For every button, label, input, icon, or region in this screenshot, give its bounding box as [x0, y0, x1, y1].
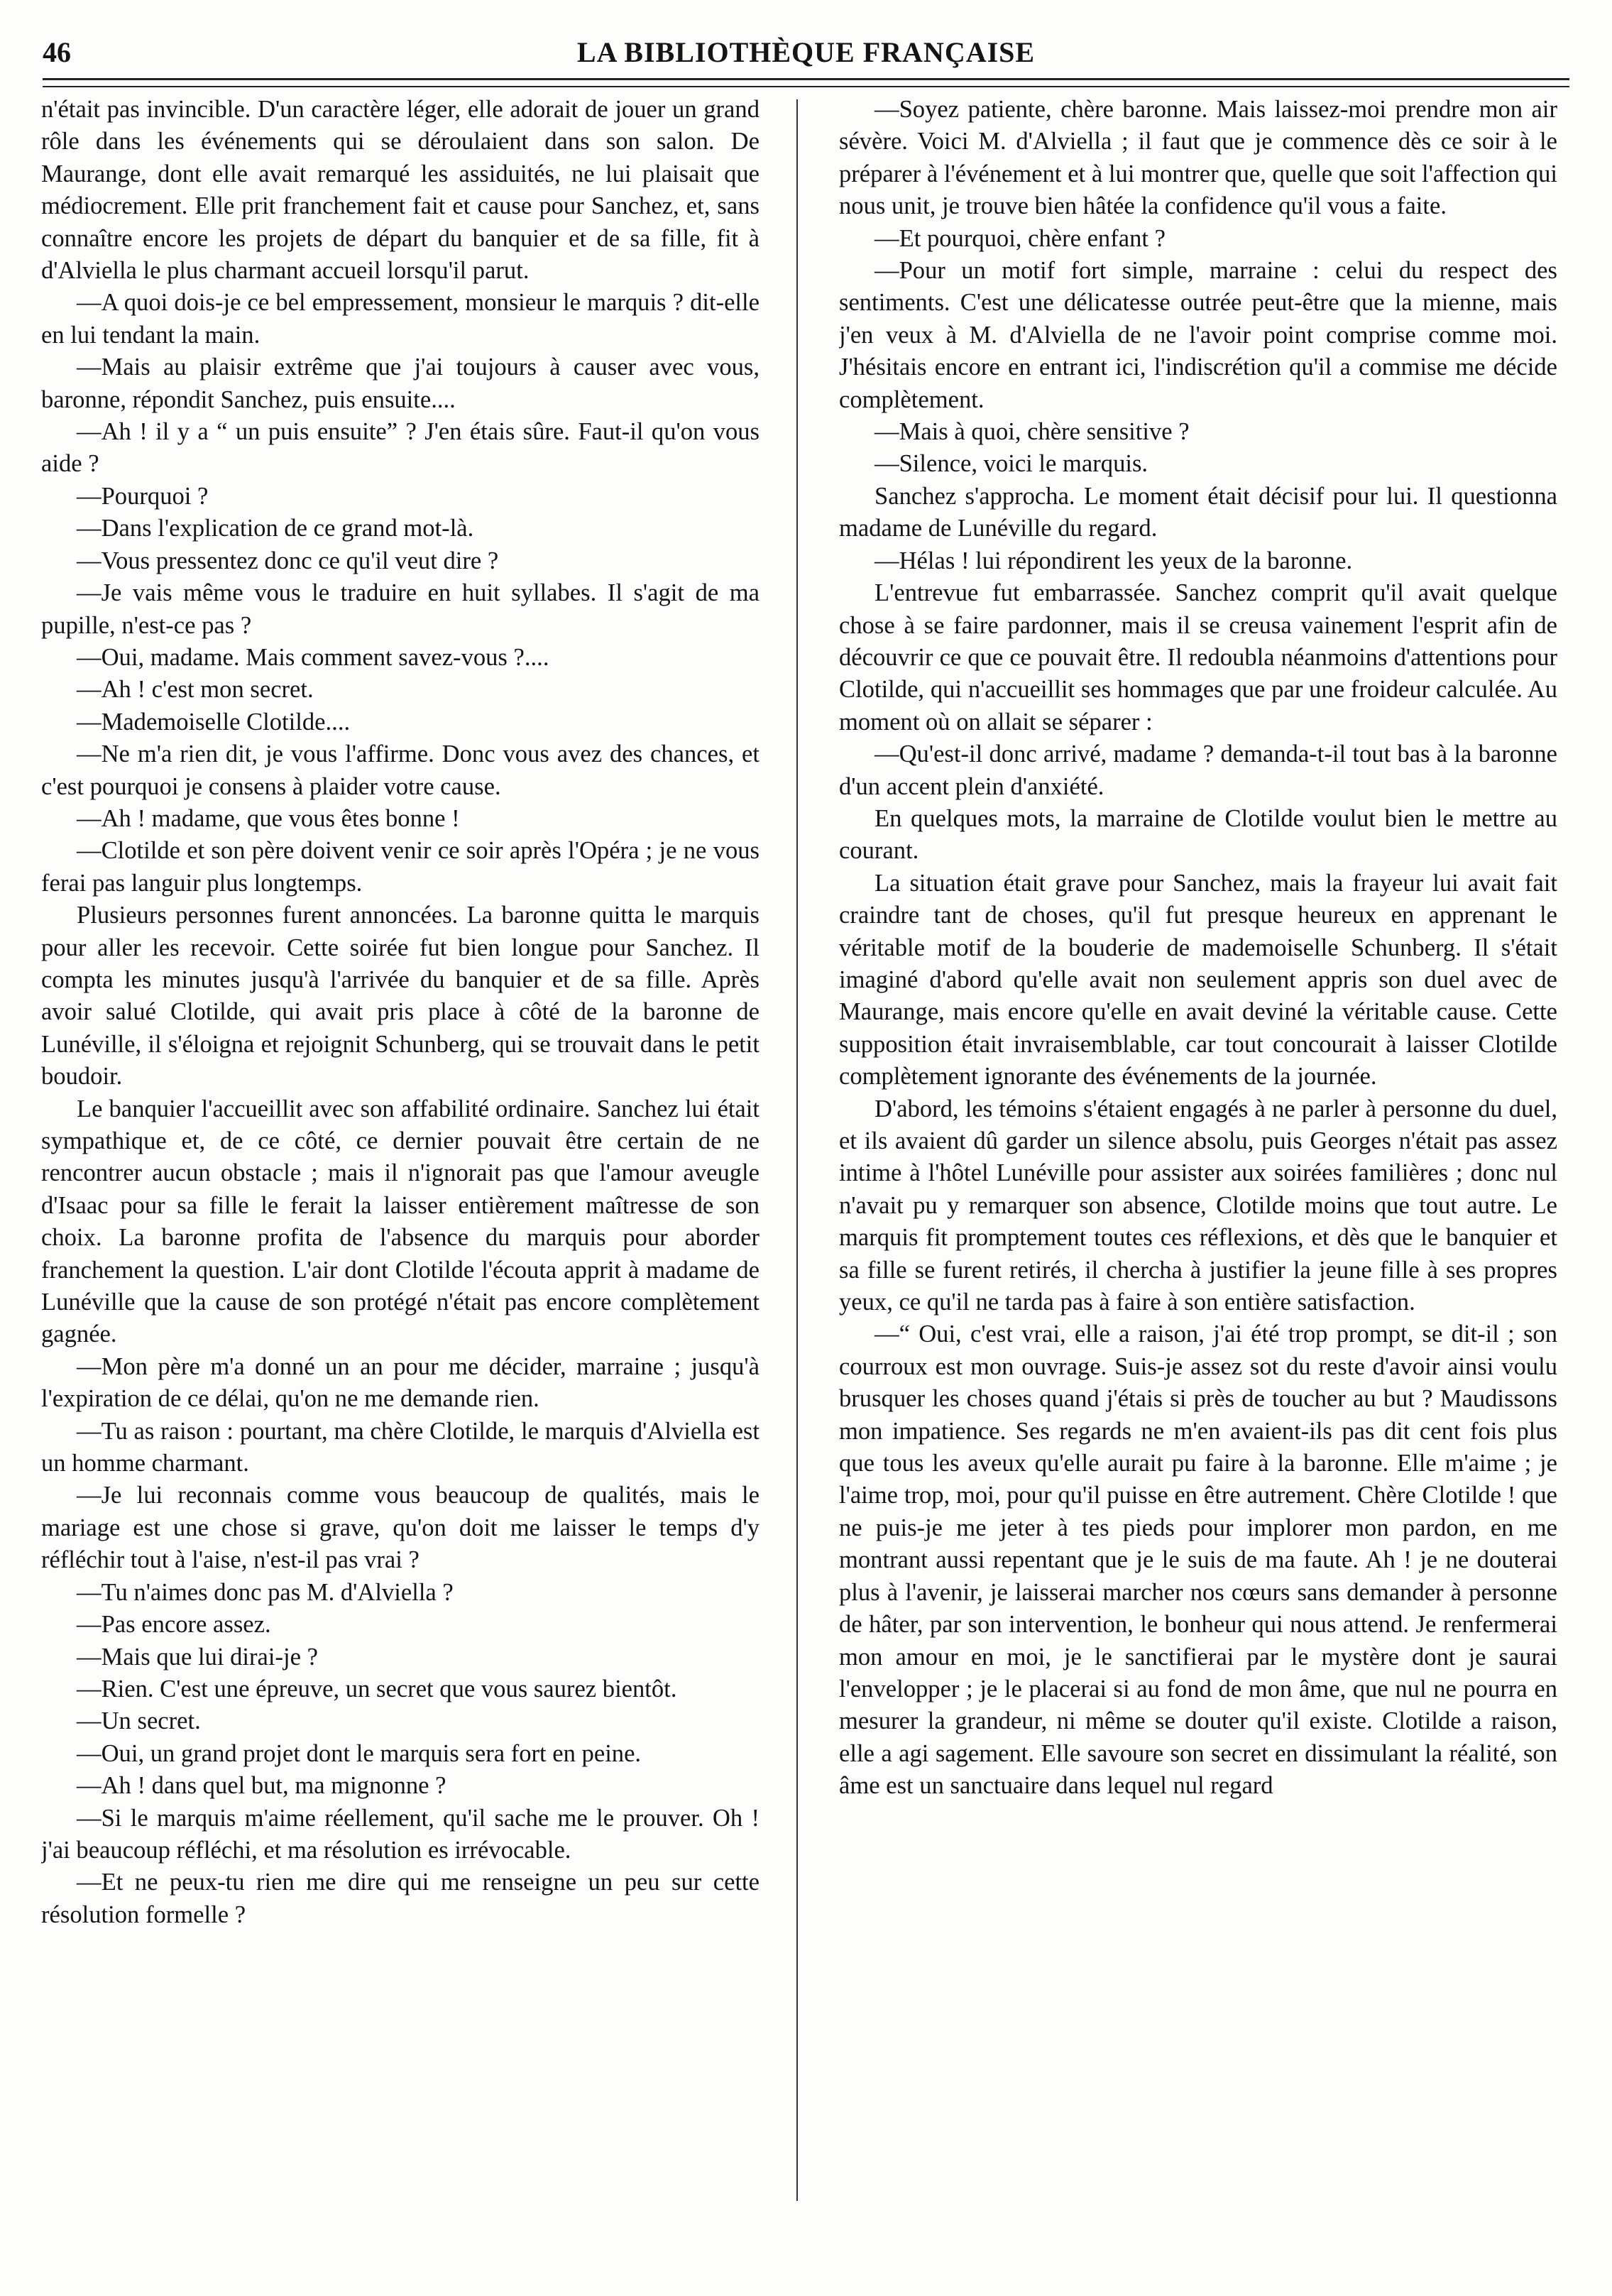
- paragraph: —Tu n'aimes donc pas M. d'Alviella ?: [77, 1578, 454, 1606]
- paragraph: —Ah ! dans quel but, ma mignonne ?: [77, 1772, 446, 1800]
- paragraph: —Oui, un grand projet dont le marquis sera fort en peine.: [77, 1739, 642, 1767]
- paragraph: —Et ne peux-tu rien me dire qui me renseigne un peu sur cette résolution formelle ?: [41, 1869, 760, 1928]
- paragraph: Sanchez s'approcha. Le moment était décisif pour lui. Il questionna madame de Lunéville du regard.: [839, 482, 1557, 542]
- paragraph: —Je vais même vous le traduire en huit syllabes. Il s'agit de ma pupille, n'est-ce pas ?: [41, 579, 760, 639]
- paragraph: —Hélas ! lui répondirent les yeux de la baronne.: [874, 547, 1353, 574]
- paragraph: —Tu as raison : pourtant, ma chère Clotilde, le marquis d'Alviella est un homme charmant.: [41, 1417, 760, 1477]
- paragraph: —A quoi dois-je ce bel empressement, monsieur le marquis ? dit-elle en lui tendant la main.: [41, 289, 760, 349]
- paragraph: —Ah ! madame, que vous êtes bonne !: [77, 804, 460, 832]
- paragraph: —Soyez patiente, chère baronne. Mais laissez-moi prendre mon air sévère. Voici M. d'Alviella ; il faut que je commence dès ce soir à le préparer à l'événement et à lui montrer que, quelle que soit l'affection qui nous unit, je trouve bien hâtée la confidence qu'il vous a faite.: [839, 96, 1557, 220]
- paragraph: —Je lui reconnais comme vous beaucoup de qualités, mais le mariage est une chose si grave, qu'on doit me laisser le temps d'y réfléchir tout à l'aise, n'est-il pas vrai ?: [41, 1482, 760, 1574]
- paragraph: —Vous pressentez donc ce qu'il veut dire ?: [77, 547, 499, 574]
- paragraph: —Un secret.: [77, 1707, 201, 1735]
- running-title: LA BIBLIOTHÈQUE FRANÇAISE: [576, 36, 1036, 68]
- paragraph: —Silence, voici le marquis.: [874, 450, 1148, 478]
- paragraph: —Mais à quoi, chère sensitive ?: [874, 418, 1190, 446]
- paragraph: En quelques mots, la marraine de Clotilde voulut bien le mettre au courant.: [839, 804, 1557, 865]
- paragraph: —Et pourquoi, chère enfant ?: [874, 224, 1166, 252]
- page-header: [43, 35, 1569, 78]
- right-text-column: [839, 94, 1557, 2252]
- paragraph: —Ah ! il y a “ un puis ensuite” ? J'en étais sûre. Faut-il qu'on vous aide ?: [41, 418, 760, 478]
- paragraph: —Pas encore assez.: [77, 1611, 271, 1639]
- left-text-column: [41, 94, 760, 2252]
- header-rule: [43, 78, 1569, 80]
- paragraph: La situation était grave pour Sanchez, mais la frayeur lui avait fait craindre tant de choses, qu'il fut presque heureux en apprenant le véritable motif de la bouderie de mademoiselle Schunberg. Il s'était imaginé d'abord qu'elle avait non seulement appris son duel avec de Maurange, mais encore qu'elle en avait deviné la véritable cause. Cette supposition était invraisemblable, car tout concourait à laisser Clotilde complètement ignorante des événements de la journée.: [839, 869, 1557, 1090]
- paragraph: —Ne m'a rien dit, je vous l'affirme. Donc vous avez des chances, et c'est pourquoi je consens à plaider votre cause.: [41, 740, 760, 800]
- paragraph: —Pour un motif fort simple, marraine : celui du respect des sentiments. C'est une délicatesse outrée peut-être que la mienne, mais j'en veux à M. d'Alviella de ne l'avoir point comprise comme moi. J'hésitais encore en entrant ici, l'indiscrétion qu'il a commise me décide complètement.: [839, 257, 1557, 413]
- page-number: 46: [43, 36, 71, 68]
- paragraph: —Mais au plaisir extrême que j'ai toujours à causer avec vous, baronne, répondit Sanchez, puis ensuite....: [41, 354, 760, 413]
- paragraph: L'entrevue fut embarrassée. Sanchez comprit qu'il avait quelque chose à se faire pardonner, mais il se creusa vainement l'esprit afin de découvrir ce que ce pouvait être. Il redoubla néanmoins d'attentions pour Clotilde, qui n'accueillit ses hommages que par une froideur calculée. Au moment où on allait se séparer :: [839, 579, 1557, 736]
- paragraph: Plusieurs personnes furent annoncées. La baronne quitta le marquis pour aller les recevoir. Cette soirée fut bien longue pour Sanchez. Il compta les minutes jusqu'à l'arrivée du banquier et de sa fille. Après avoir salué Clotilde, qui avait pris place à côté de la baronne de Lunéville, il s'éloigna et rejoignit Schunberg, qui se trouvait dans le petit boudoir.: [41, 902, 760, 1090]
- paragraph: —Oui, madame. Mais comment savez-vous ?....: [77, 643, 549, 671]
- paragraph: —Si le marquis m'aime réellement, qu'il sache me le prouver. Oh ! j'ai beaucoup réfléchi, et ma résolution es irrévocable.: [41, 1804, 760, 1864]
- paragraph: —Mademoiselle Clotilde....: [77, 708, 351, 736]
- header-rule-thin: [43, 86, 1569, 87]
- paragraph: —“ Oui, c'est vrai, elle a raison, j'ai été trop prompt, se dit-il ; son courroux est mon ouvrage. Suis-je assez sot du reste d'avoir ainsi voulu brusquer les choses quand j'étais si près de toucher au but ? Maudissons mon impatience. Ses regards ne m'en avaient-ils pas dit cent fois plus que tous les aveux qu'elle aurait pu faire à la baronne. Elle m'aime ; je l'aime trop, moi, pour qu'il puisse en être autrement. Chère Clotilde ! que ne puis-je me jeter à tes pieds pour implorer mon pardon, en me montrant aussi repentant que je le suis de ma faute. Ah ! je ne douterai plus à l'avenir, je laisserai marcher nos cœurs sans demander à personne de hâter, par son intervention, le bonheur qui nous attend. Je renfermerai mon amour en moi, je le sanctifierai par le mystère dont je saurai l'envelopper ; je le placerai si au fond de mon âme, que nul ne pourra en mesurer la grandeur, ni même se douter qu'il existe. Clotilde a raison, elle a agi sagement. Elle savoure son secret en dissimulant la réalité, son âme est un sanctuaire dans lequel nul regard: [839, 1321, 1557, 1800]
- paragraph: —Rien. C'est une épreuve, un secret que vous saurez bientôt.: [77, 1675, 677, 1702]
- paragraph: —Dans l'explication de ce grand mot-là.: [77, 515, 474, 542]
- paragraph: n'était pas invincible. D'un caractère léger, elle adorait de jouer un grand rôle dans les événements qui se déroulaient dans son salon. De Maurange, dont elle avait remarqué les assiduités, ne lui plaisait que médiocrement. Elle prit franchement fait et cause pour Sanchez, et, sans connaître encore les projets de départ du banquier et de sa fille, fit à d'Alviella le plus charmant accueil lorsqu'il parut.: [41, 96, 760, 285]
- paragraph: —Qu'est-il donc arrivé, madame ? demanda-t-il tout bas à la baronne d'un accent plein d'anxiété.: [839, 740, 1557, 800]
- paragraph: D'abord, les témoins s'étaient engagés à ne parler à personne du duel, et ils avaient dû garder un silence absolu, puis Georges n'était pas assez intime à l'hôtel Lunéville pour assister aux soirées familières ; donc nul n'avait pu y remarquer son absence, Clotilde moins que tout autre. Le marquis fit promptement toutes ces réflexions, et dès que le banquier et sa fille se furent retirés, il chercha à justifier la jeune fille à ses propres yeux, ce qu'il ne tarda pas à faire à son entière satisfaction.: [839, 1095, 1557, 1316]
- paragraph: —Clotilde et son père doivent venir ce soir après l'Opéra ; je ne vous ferai pas languir plus longtemps.: [41, 837, 760, 897]
- paragraph: —Mais que lui dirai-je ?: [77, 1643, 318, 1671]
- column-divider: [796, 99, 798, 2201]
- paragraph: —Ah ! c'est mon secret.: [77, 676, 314, 704]
- paragraph: —Mon père m'a donné un an pour me décider, marraine ; jusqu'à l'expiration de ce délai, qu'on ne me demande rien.: [41, 1352, 760, 1413]
- paragraph: —Pourquoi ?: [77, 482, 209, 510]
- paragraph: Le banquier l'accueillit avec son affabilité ordinaire. Sanchez lui était sympathique et, de ce côté, ce dernier pouvait être certain de ne rencontrer aucun obstacle ; mais il n'ignorait pas que l'amour aveugle d'Isaac pour sa fille le ferait la laisser entièrement maîtresse de son choix. La baronne profita de l'absence du marquis pour aborder franchement la question. L'air dont Clotilde l'écouta apprit à madame de Lunéville que la cause de son protégé n'était pas encore complètement gagnée.: [41, 1095, 760, 1348]
